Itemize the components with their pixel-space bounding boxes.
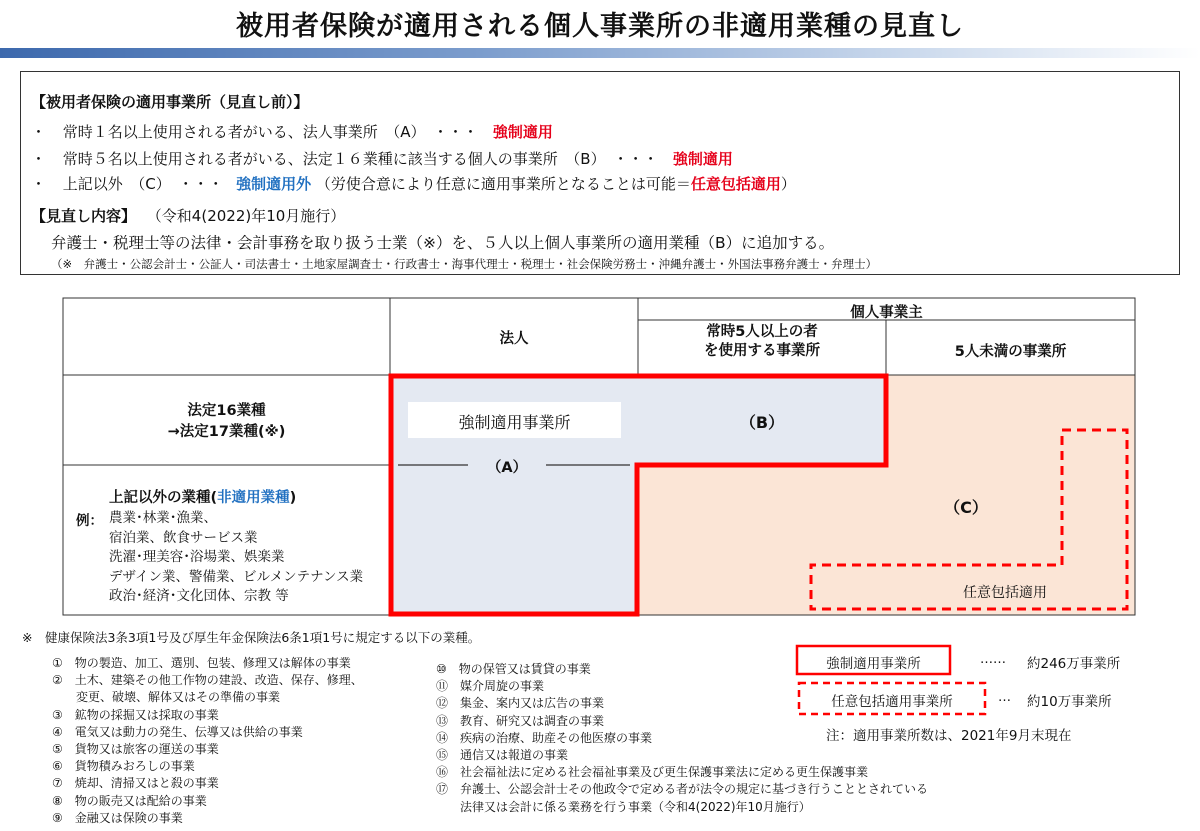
bullet: ・	[31, 123, 47, 141]
label-c: （C）	[944, 498, 988, 517]
heading-review: 【見直し内容】	[31, 207, 137, 225]
line-c-post: ）	[780, 175, 796, 193]
col-header-corporation: 法人	[499, 331, 529, 347]
col-header-5plus-line2: を使用する事業所	[704, 343, 820, 359]
review-text: 弁護士・税理士等の法律・会計事務を取り扱う士業（※）を、５人以上個人事業所の適用業種（B）に追加する。	[51, 234, 835, 252]
legend-voluntary-dots: …	[998, 690, 1011, 705]
bullet: ・	[31, 175, 47, 193]
legend-forced-dots: ……	[980, 652, 1006, 667]
industry-item: ⑰ 弁護士、公認会計士その他政令で定める者が法令の規定に基づき行うこととされている	[436, 782, 929, 797]
industry-item: ② 土木、建築その他工作物の建設、改造、保存、修理、	[52, 673, 363, 688]
example-item: デザイン業、警備業、ビルメンテナンス業	[109, 568, 364, 585]
col-header-individual: 個人事業主	[850, 305, 923, 321]
example-item: 洗濯･理美容･浴場業、娯楽業	[109, 549, 285, 565]
line-c-pre: 上記以外 （C） ・・・	[62, 175, 224, 193]
row-header-statutory-line1: 法定16業種	[187, 403, 266, 419]
col-header-5plus-line1: 常時5人以上の者	[706, 324, 818, 340]
example-item: 宿泊業、飲食サービス業	[109, 529, 258, 546]
industry-item: ⑪ 媒介周旋の事業	[436, 679, 545, 694]
line-c-blue: 強制適用外	[236, 175, 312, 193]
legend-voluntary-label: 任意包括適用事業所	[831, 694, 953, 710]
line-c-red: 任意包括適用	[690, 175, 781, 193]
heading-before-review: 【被用者保険の適用事業所（見直し前）】	[31, 93, 309, 111]
industry-item: ⑯ 社会福祉法に定める社会福祉事業及び更生保護事業法に定める更生保護事業	[436, 765, 869, 780]
label-b: （B）	[739, 413, 785, 432]
industry-item: 変更、破壊、解体又はその準備の事業	[52, 690, 281, 705]
row-header-other-blue: 非適用業種	[217, 490, 290, 506]
col-header-under5: 5人未満の事業所	[954, 344, 1067, 360]
line-b-text: 常時５名以上使用される者がいる、法定１６業種に該当する個人の事業所 （B） ・・・	[62, 150, 659, 168]
review-date: （令和4(2022)年10月施行）	[146, 207, 346, 225]
col-header-5plus	[638, 323, 886, 361]
industry-item: ⑧ 物の販売又は配給の事業	[52, 793, 207, 808]
industry-item: ① 物の製造、加工、選別、包装、修理又は解体の事業	[52, 656, 351, 670]
legend-note: 注：適用事業所数は、2021年9月末現在	[826, 728, 1072, 744]
industry-item: ⑨ 金融又は保険の事業	[52, 810, 183, 825]
industry-item: ⑫ 集金、案内又は広告の事業	[436, 696, 605, 711]
industry-item: ③ 鉱物の採掘又は採取の事業	[52, 707, 219, 722]
industry-item: ⑬ 教育、研究又は調査の事業	[436, 713, 605, 728]
row-header-other	[109, 486, 296, 507]
line-a-text: 常時１名以上使用される者がいる、法人事業所 （A） ・・・	[62, 123, 479, 141]
line-b-tag: 強制適用	[672, 150, 733, 168]
line-a-tag: 強制適用	[492, 123, 553, 141]
industry-item: ⑦ 焼却、清掃又はと殺の事業	[52, 776, 219, 791]
examples-list	[109, 509, 363, 607]
row-header-other-post: )	[289, 490, 297, 506]
row-header-other-pre: 上記以外の業種(	[109, 490, 218, 506]
industry-item: 法律又は会計に係る業務を行う事業（令和4(2022)年10月施行）	[436, 799, 811, 814]
line-c-mid: （労使合意により任意に適用事業所となることは可能＝	[315, 175, 691, 193]
industries-left-list	[52, 655, 363, 827]
industry-item: ⑥ 貨物積みおろしの事業	[52, 759, 195, 774]
page-title: 被用者保険が適用される個人事業所の非適用業種の見直し	[236, 11, 964, 42]
voluntary-label: 任意包括適用	[963, 585, 1047, 601]
row-header-statutory-line2: →法定17業種(※)	[167, 424, 286, 440]
industry-item: ⑩ 物の保管又は賃貸の事業	[436, 662, 591, 676]
forced-area-bottom-fill	[390, 465, 638, 615]
label-a: （A）	[486, 460, 528, 476]
industry-item: ⑮ 通信又は報道の事業	[436, 747, 569, 762]
industry-item: ⑭ 疾病の治療、助産その他医療の事業	[436, 730, 653, 745]
legend-voluntary-count: 約10万事業所	[1027, 694, 1112, 710]
industry-item: ⑤ 貨物又は旅客の運送の事業	[52, 741, 219, 756]
forced-label: 強制適用事業所	[458, 413, 571, 432]
example-item: 農業･林業･漁業、	[109, 510, 217, 526]
legend-forced-label: 強制適用事業所	[826, 656, 921, 672]
row-header-statutory	[63, 401, 390, 443]
legend-forced-count: 約246万事業所	[1027, 656, 1121, 672]
bullet: ・	[31, 150, 47, 168]
example-item: 政治･経済･文化団体、宗教 等	[109, 588, 289, 604]
industry-item: ④ 電気又は動力の発生、伝導又は供給の事業	[52, 724, 303, 739]
examples-prefix: 例：	[76, 513, 103, 529]
footnote-title: ※ 健康保険法3条3項1号及び厚生年金保険法6条1項1号に規定する以下の業種。	[22, 630, 481, 645]
review-note: （※ 弁護士・公認会計士・公証人・司法書士・土地家屋調査士・行政書士・海事代理士・税理士・社会保険労務士・沖縄弁護士・外国法事務弁護士・弁理士）	[51, 257, 878, 271]
